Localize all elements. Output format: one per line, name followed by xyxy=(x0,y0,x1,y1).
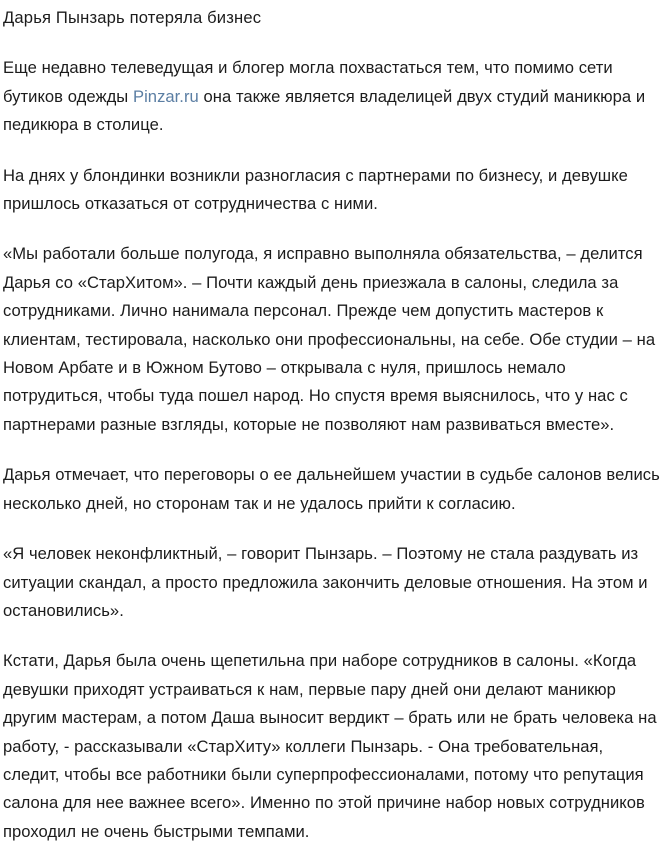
paragraph-quote-nonconflict: «Я человек неконфликтный, – говорит Пынзарь. – Поэтому не стала раздувать из ситуации скандал, а просто предложила закончить деловые отношения. На этом и остановились». xyxy=(3,544,648,620)
paragraph-intro-text-before-link: Еще недавно телеведущая и блогер могла похвастаться тем, что помимо сети бутиков одежды xyxy=(3,58,613,106)
pinzar-ru-link[interactable]: Pinzar.ru xyxy=(132,86,199,106)
paragraph-intro-text-after-link: она также является владелицей двух студий маникюра и педикюра в столице. xyxy=(3,86,646,135)
page-title: Дарья Пынзарь потеряла бизнес xyxy=(3,8,262,27)
paragraph-quote-work: «Мы работали больше полугода, я исправно выполняла обязательства, – делится Дарья со «СтарХитом». – Почти каждый день приезжала в салоны, следила за сотрудниками. Лично нанимала персонал. Прежде чем допустить мастеров к клиентам, тестировала, насколько они профессиональны, на себе. Обе студии – на Новом Арбате и в Южном Бутово – открывала с нуля, пришлось немало потрудиться, чтобы туда пошел народ. Но спустя время выяснилось, что у нас с партнерами разные взгляды, которые не позволяют нам развиваться вместе». xyxy=(3,244,656,434)
paragraph-conflict: На днях у блондинки возникли разногласия с партнерами по бизнесу, и девушке пришлось отказаться от сотрудничества с ними. xyxy=(3,165,628,214)
paragraph-hiring: Кстати, Дарья была очень щепетильна при наборе сотрудников в салоны. «Когда девушки приходят устраиваться к нам, первые пару дней они делают маникюр другим мастерам, а потом Даша выносит вердикт – брать или не брать человека на работу, - рассказывали «СтарХиту» коллеги Пынзарь. - Она требовательная, следит, чтобы все работники были суперпрофессионалами, потому что репутация салона для нее важнее всего». Именно по этой причине набор новых сотрудников проходил не очень быстрыми темпами. xyxy=(3,651,657,841)
paragraph-intro xyxy=(3,54,662,139)
paragraph-negotiations: Дарья отмечает, что переговоры о ее дальнейшем участии в судьбе салонов велись несколько дней, но сторонам так и не удалось прийти к согласию. xyxy=(3,465,660,513)
